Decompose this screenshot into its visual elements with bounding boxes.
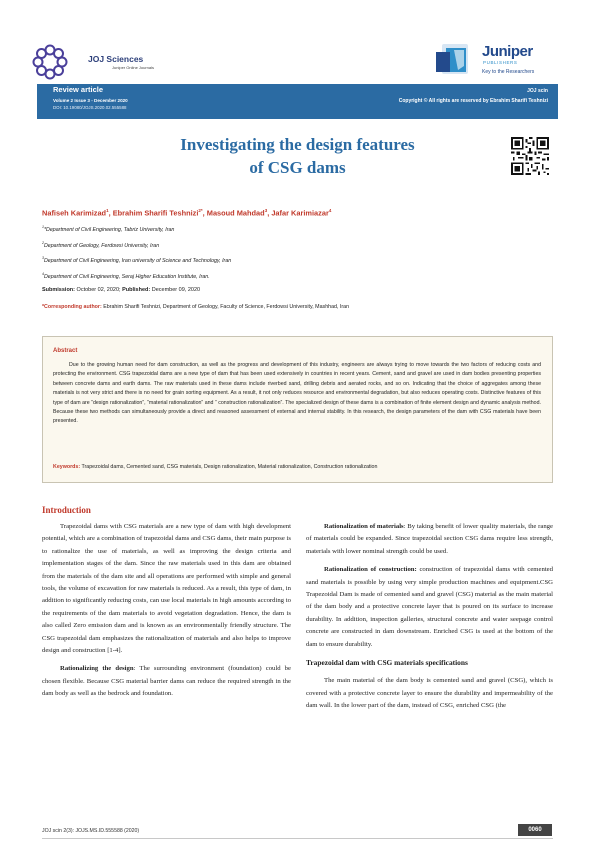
footer-divider: [42, 838, 553, 839]
paragraph: The main material of the dam body is cemented sand and gravel (CSG), which is covered with a protective concrete layer to ensure the durability and impermeability of the dam wall. In the lower part of the dam, instead of CSG, enriched CSG (the: [306, 677, 553, 710]
body-column-left: [42, 521, 291, 707]
subsection-heading: Trapezoidal dam with CSG materials specifications: [306, 658, 468, 668]
article-title-line1: Investigating the design features: [180, 135, 415, 154]
abstract-box: [42, 336, 553, 483]
affiliation: $^1$*Department of Civil Engineering, Tabriz University, Iran: [42, 225, 175, 233]
paragraph: Rationalization of construction: construction of trapezoidal dams with cemented sand materials is possible by using very simple production machines and equipment.CSG Trapezoidal Dam is made of cemented sand and gravel (CSG) material as the main material of the dam body and a protective concrete layer that is poured on its surface to increase durability. In addition, inspection galleries, structural concrete and water seepage control concrete are constructed in dam downstream. Enriched CSG is used at the bottom of the dam to ensure durability.: [306, 566, 553, 648]
author-name: Jafar Karimiazar: [271, 208, 329, 218]
volume-info: Volume 2 Issue 3 - December 2020: [53, 98, 128, 103]
author-name: Ebrahim Sharifi Teshnizi: [112, 208, 199, 218]
doi-link[interactable]: DOI: 10.19080/JOJS.2020.02.555588: [53, 105, 127, 110]
author-name: Nafiseh Karimizad: [42, 208, 107, 218]
article-type: Review article: [53, 85, 104, 94]
author-affil-sup: 3: [264, 208, 268, 213]
juniper-publishers-logo-icon: [432, 42, 478, 78]
submission-dates: [42, 287, 200, 293]
author-list: Nafiseh Karimizad$^1$, Ebrahim Sharifi Teshnizi$^{2*}$, Masoud Mahdad$^3$, Jafar Karimiazar$^4$: [42, 208, 332, 218]
paragraph: Rationalizing the design: The surrounding environment (foundation) could be chosen flexible. Because CSG material barrier dams can reduce the required strength in the dam body as well as the bedrock and foundation.: [42, 665, 291, 698]
submission-date: October 02, 2020;: [75, 287, 121, 293]
corresponding-text: Ebrahim Sharifi Teshnizi, Department of Geology, Faculty of Science, Ferdowsi University, Mashhad, Iran: [101, 304, 350, 310]
affiliation: $^4$Department of Civil Engineering, Seraj Higher Education Institute, Iran.: [42, 272, 210, 280]
page-number: 0060: [518, 824, 552, 836]
joj-sciences-name: JOJ Sciences: [88, 54, 144, 64]
affiliation: $^3$Department of Civil Engineering, Iran university of Science and Technology, Iran: [42, 256, 232, 264]
paragraph: Rationalization of materials: By taking benefit of lower quality materials, the range of materials could be expanded. Since trapezoidal section CSG dams require less strength, materials with lower nominal strength could be used.: [306, 523, 553, 555]
published-date: December 09, 2020: [150, 287, 201, 293]
paragraph-label: Rationalization of construction:: [324, 566, 417, 574]
article-title: [37, 133, 558, 179]
abstract-heading: Abstract: [53, 348, 78, 354]
body-column-right: [306, 521, 553, 719]
paragraph-label: Rationalizing the design: [60, 665, 134, 673]
author-affil-sup: 2*: [198, 208, 203, 213]
joj-sciences-subtitle: Juniper Online Journals: [112, 65, 155, 70]
abstract-text: Due to the growing human need for dam construction, as well as the progress and development of this industry, engineers are always trying to move towards the two factors of reducing costs and protecting the environment. CSG trapezoidal dams are a new type of dam that has been used extensively in countries in recent years. Cement, sand and gravel are used in dam bodies presenting properties between concrete dams and earth dams. The raw materials used in these dams include riverbed sand, drilling debris and aerated rocks, and so on. Indicating that the choice of aggregates among these materials is not very strict and there is no need for grain sorting equipment. As a result, it not only reduces resource and environmental degradation, but also reduces operating costs. Distinctive features of this type of dam are “design rationalization”, “material rationalization” and “ construction rationalization”. The specialized design of these dams is a combination of finite element design and dynamic analysis method. Because these two methods can simultaneously provide a direct and reasoned assessment of external and internal stability. In this research, the design parameters of the dam with CSG materials have been presented.: [53, 362, 541, 425]
author-name: Masoud Mahdad: [206, 208, 265, 218]
keywords-label: Keywords:: [53, 464, 81, 470]
paragraph-label: Rationalization of materials: [324, 523, 404, 530]
author-affil-sup: 4: [328, 208, 332, 213]
article-title-line2: of CSG dams: [249, 158, 346, 177]
corresponding-author: [42, 304, 349, 310]
juniper-publishers-tagline: Key to the Researchers: [482, 69, 535, 75]
affiliation: $^2$Department of Geology, Ferdowsi University, Iran: [42, 241, 160, 249]
juniper-publishers-name: Juniper: [482, 43, 533, 60]
corresponding-label: *Corresponding author:: [42, 304, 102, 310]
keywords-text: Trapezoidal dams, Cemented sand, CSG materials, Design rationalization, Material rationalization, Construction rationalization: [80, 464, 378, 470]
article-banner: [37, 84, 558, 119]
paragraph: Trapezoidal dams with CSG materials are a new type of dam with high development potential, which are a combination of trapezoidal dams and CSG dams, their main purpose is to rationalize the use of materials, as well as improving the design criteria and implementation stages of the dam. Since the raw materials used in this dam are obtained from the materials of the dam site and all operations are performed with simple and general tools, the volume of excavation for raw materials is reduced. As a result, this type of dam, in addition to significantly reducing costs, can use local materials in high amounts according to the requirements of the dam materials to avoid vegetation degradation. Hence, the dam is also called Zero emission dam and is known as an environmentally friendly structure. The CSG trapezoidal dam emphasizes the rationalization of materials and also helps to improve design and construction [1-4].: [42, 523, 291, 655]
keywords: [53, 464, 548, 470]
published-label: Published:: [122, 287, 151, 293]
journal-name: JOJ scin: [527, 88, 548, 94]
footer-citation: JOJ scin 2(3): JOJS.MS.ID.555588 (2020): [42, 828, 140, 834]
author-affil-sup: 1: [106, 208, 109, 213]
submission-label: Submission:: [42, 287, 76, 293]
section-heading-introduction: Introduction: [42, 505, 91, 515]
juniper-publishers-label: PUBLISHERS: [483, 60, 518, 65]
joj-sciences-logo-icon: [30, 42, 70, 82]
copyright-notice: Copyright © All rights are reserved by Ebrahim Sharifi Teshnizi: [398, 98, 548, 104]
